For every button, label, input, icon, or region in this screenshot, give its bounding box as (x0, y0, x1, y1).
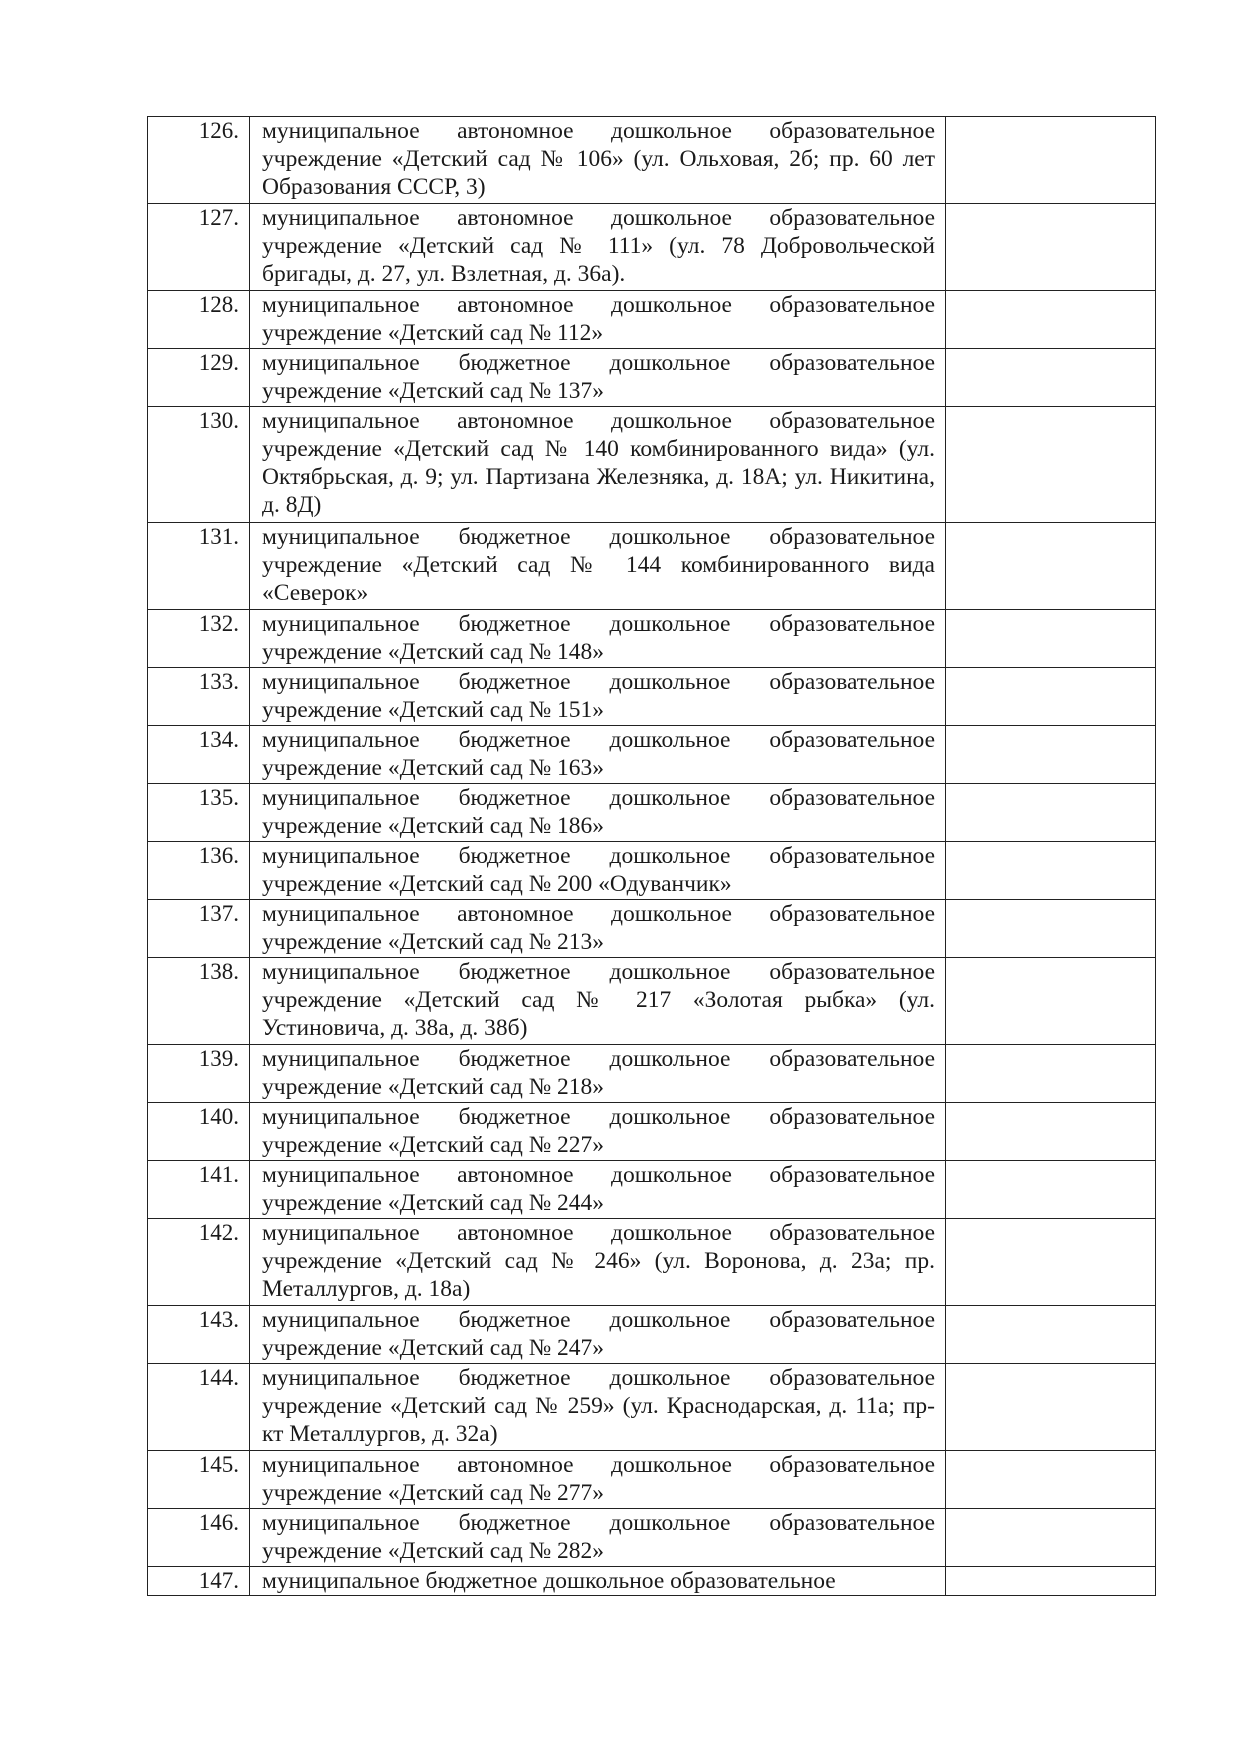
empty-cell (946, 291, 1156, 349)
institution-name: муниципальное автономное дошкольное образовательное учреждение «Детский сад № 111» (ул. 78 Добровольческой бригады, д. 27, ул. Взлетная, д. 36а). (250, 204, 946, 291)
empty-cell (946, 1103, 1156, 1161)
empty-cell (946, 610, 1156, 668)
empty-cell (946, 1509, 1156, 1567)
empty-cell (946, 726, 1156, 784)
empty-cell (946, 523, 1156, 610)
row-number: 127. (148, 204, 250, 291)
empty-cell (946, 117, 1156, 204)
table-row (148, 523, 1156, 610)
institution-name: муниципальное автономное дошкольное образовательное учреждение «Детский сад № 244» (250, 1161, 946, 1219)
row-number: 128. (148, 291, 250, 349)
table-row (148, 117, 1156, 204)
table-row (148, 726, 1156, 784)
institutions-table (147, 116, 1156, 1596)
empty-cell (946, 900, 1156, 958)
table-row (148, 1161, 1156, 1219)
row-number: 141. (148, 1161, 250, 1219)
empty-cell (946, 1045, 1156, 1103)
row-number: 134. (148, 726, 250, 784)
row-number: 131. (148, 523, 250, 610)
table-row (148, 842, 1156, 900)
table-row (148, 1451, 1156, 1509)
table-row (148, 291, 1156, 349)
institution-name: муниципальное автономное дошкольное образовательное учреждение «Детский сад № 246» (ул. Воронова, д. 23а; пр. Металлургов, д. 18а) (250, 1219, 946, 1306)
institution-name: муниципальное бюджетное дошкольное образовательное (250, 1567, 946, 1596)
institution-name: муниципальное бюджетное дошкольное образовательное учреждение «Детский сад № 217 «Золотая рыбка» (ул. Устиновича, д. 38а, д. 38б) (250, 958, 946, 1045)
institution-name: муниципальное бюджетное дошкольное образовательное учреждение «Детский сад № 259» (ул. Краснодарская, д. 11а; пр-кт Металлургов, д. 32а) (250, 1364, 946, 1451)
institution-name: муниципальное бюджетное дошкольное образовательное учреждение «Детский сад № 218» (250, 1045, 946, 1103)
empty-cell (946, 668, 1156, 726)
table-row (148, 349, 1156, 407)
row-number: 130. (148, 407, 250, 523)
table-row (148, 204, 1156, 291)
empty-cell (946, 204, 1156, 291)
row-number: 133. (148, 668, 250, 726)
row-number: 135. (148, 784, 250, 842)
institution-name: муниципальное бюджетное дошкольное образовательное учреждение «Детский сад № 137» (250, 349, 946, 407)
empty-cell (946, 1306, 1156, 1364)
empty-cell (946, 1161, 1156, 1219)
table-body (148, 117, 1156, 1596)
row-number: 147. (148, 1567, 250, 1596)
empty-cell (946, 1364, 1156, 1451)
institution-name: муниципальное бюджетное дошкольное образовательное учреждение «Детский сад № 148» (250, 610, 946, 668)
table-row (148, 1219, 1156, 1306)
table-row (148, 668, 1156, 726)
row-number: 132. (148, 610, 250, 668)
empty-cell (946, 1219, 1156, 1306)
empty-cell (946, 349, 1156, 407)
row-number: 145. (148, 1451, 250, 1509)
institution-name: муниципальное бюджетное дошкольное образовательное учреждение «Детский сад № 186» (250, 784, 946, 842)
institution-name: муниципальное бюджетное дошкольное образовательное учреждение «Детский сад № 227» (250, 1103, 946, 1161)
table-row (148, 958, 1156, 1045)
empty-cell (946, 784, 1156, 842)
row-number: 140. (148, 1103, 250, 1161)
table-row (148, 1103, 1156, 1161)
empty-cell (946, 407, 1156, 523)
row-number: 129. (148, 349, 250, 407)
institution-name: муниципальное автономное дошкольное образовательное учреждение «Детский сад № 140 комбинированного вида» (ул. Октябрьская, д. 9; ул. Партизана Железняка, д. 18А; ул. Никитина, д. 8Д) (250, 407, 946, 523)
empty-cell (946, 842, 1156, 900)
institution-name: муниципальное автономное дошкольное образовательное учреждение «Детский сад № 213» (250, 900, 946, 958)
institution-name: муниципальное бюджетное дошкольное образовательное учреждение «Детский сад № 247» (250, 1306, 946, 1364)
table-row (148, 1567, 1156, 1596)
table-row (148, 1306, 1156, 1364)
row-number: 139. (148, 1045, 250, 1103)
row-number: 126. (148, 117, 250, 204)
row-number: 137. (148, 900, 250, 958)
empty-cell (946, 1567, 1156, 1596)
row-number: 146. (148, 1509, 250, 1567)
institution-name: муниципальное бюджетное дошкольное образовательное учреждение «Детский сад № 200 «Одуванчик» (250, 842, 946, 900)
table-row (148, 784, 1156, 842)
empty-cell (946, 958, 1156, 1045)
row-number: 144. (148, 1364, 250, 1451)
table-row (148, 900, 1156, 958)
row-number: 138. (148, 958, 250, 1045)
institution-name: муниципальное автономное дошкольное образовательное учреждение «Детский сад № 277» (250, 1451, 946, 1509)
table-row (148, 407, 1156, 523)
table-row (148, 1364, 1156, 1451)
institution-name: муниципальное бюджетное дошкольное образовательное учреждение «Детский сад № 144 комбинированного вида «Северок» (250, 523, 946, 610)
row-number: 136. (148, 842, 250, 900)
row-number: 142. (148, 1219, 250, 1306)
empty-cell (946, 1451, 1156, 1509)
institution-name: муниципальное автономное дошкольное образовательное учреждение «Детский сад № 106» (ул. Ольховая, 2б; пр. 60 лет Образования СССР, 3) (250, 117, 946, 204)
table-row (148, 610, 1156, 668)
institution-name: муниципальное бюджетное дошкольное образовательное учреждение «Детский сад № 282» (250, 1509, 946, 1567)
table-row (148, 1045, 1156, 1103)
table-row (148, 1509, 1156, 1567)
row-number: 143. (148, 1306, 250, 1364)
institution-name: муниципальное автономное дошкольное образовательное учреждение «Детский сад № 112» (250, 291, 946, 349)
institution-name: муниципальное бюджетное дошкольное образовательное учреждение «Детский сад № 151» (250, 668, 946, 726)
institution-name: муниципальное бюджетное дошкольное образовательное учреждение «Детский сад № 163» (250, 726, 946, 784)
